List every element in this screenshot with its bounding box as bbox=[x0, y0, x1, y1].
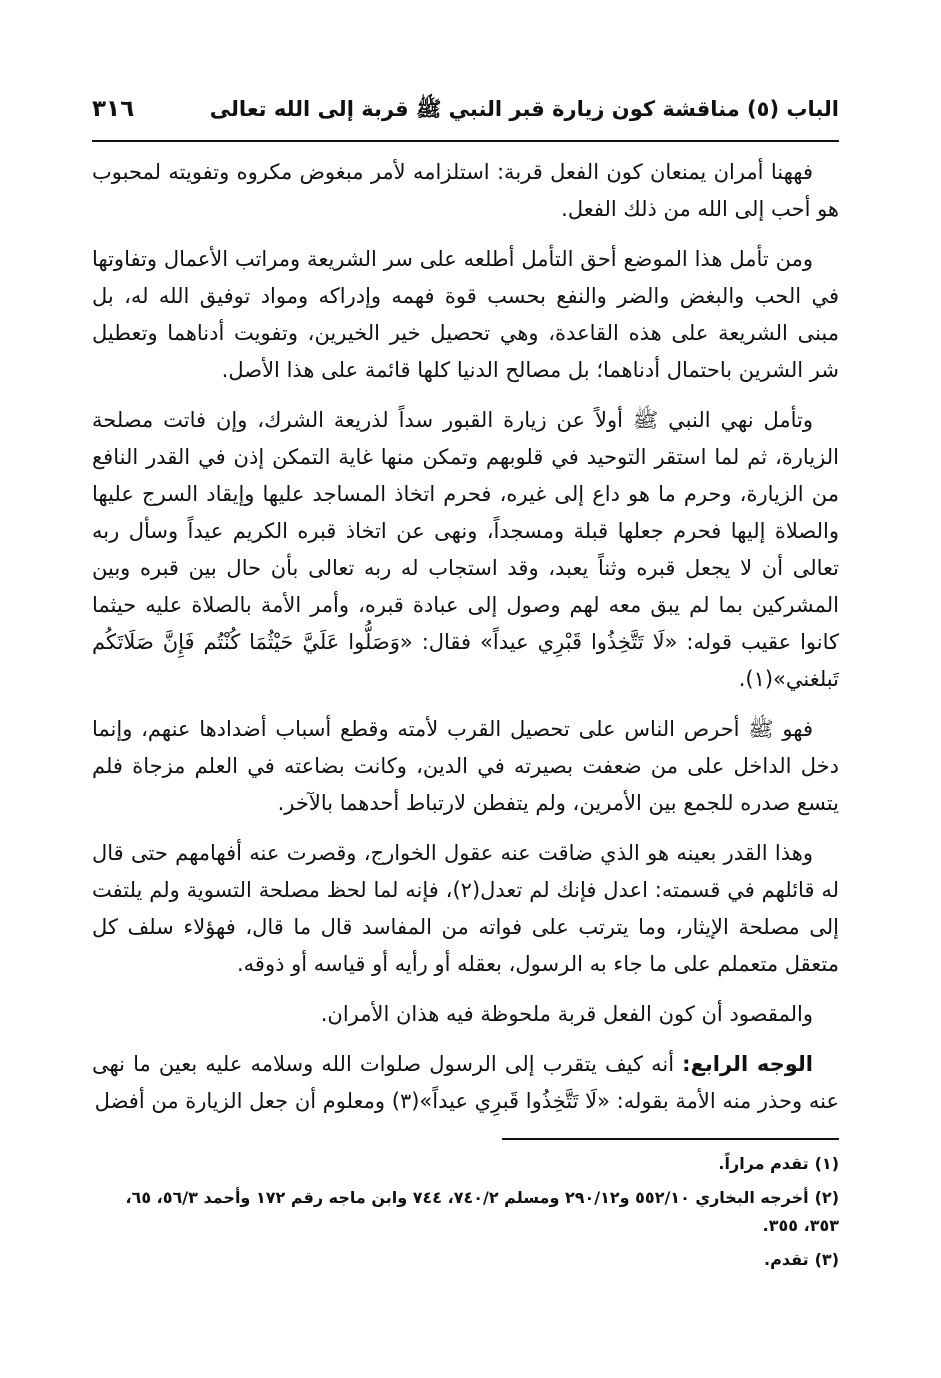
paragraph-text: أنه كيف يتقرب إلى الرسول صلوات الله وسلامه عليه بعين ما نهى عنه وحذر منه الأمة بقوله: «لَا تَتَّخِذُوا قَبرِي عيداً»(٣) ومعلوم أن جعل الزيارة من أفضل bbox=[92, 1052, 839, 1113]
paragraph-text: فهو ﷺ أحرص الناس على تحصيل القرب لأمته وقطع أسباب أضدادها عنهم، وإنما دخل الداخل على من ضعفت بصيرته في الدين، وكانت بضاعته في العلم مزجاة فلم يتسع صدره للجمع بين الأمرين، ولم يتفطن لارتباط أحدهما بالآخر. bbox=[92, 717, 839, 815]
footnote bbox=[92, 1246, 839, 1274]
footnote bbox=[92, 1184, 839, 1240]
paragraph-text: والمقصود أن كون الفعل قربة ملحوظة فيه هذان الأمران. bbox=[320, 1002, 813, 1026]
paragraph-text: وهذا القدر بعينه هو الذي ضاقت عنه عقول الخوارج، وقصرت عنه أفهامهم حتى قال له قائلهم في قسمته: اعدل فإنك لم تعدل(٢)، فإنه لما لحظ مصلحة التسوية ولم يلتفت إلى مصلحة الإيثار، وما يترتب على فواته من المفاسد قال ما قال، فهؤلاء سلف كل متعقل متعملم على ما جاء به الرسول، بعقله أو رأيه أو قياسه أو ذوقه. bbox=[92, 841, 839, 976]
footnote-number: (١) bbox=[814, 1154, 839, 1173]
paragraph-text: فههنا أمران يمنعان كون الفعل قربة: استلزامه لأمر مبغوض مكروه وتفويته لمحبوب هو أحب إلى الله من ذلك الفعل. bbox=[92, 160, 839, 221]
paragraph bbox=[92, 711, 839, 822]
header-rule bbox=[92, 140, 839, 142]
running-header bbox=[92, 92, 839, 136]
footnotes bbox=[92, 1150, 839, 1280]
page-number: ٣١٦ bbox=[92, 96, 135, 122]
paragraph bbox=[92, 154, 839, 228]
paragraph-text: ومن تأمل هذا الموضع أحق التأمل أطلعه على سر الشريعة ومراتب الأعمال وتفاوتها في الحب والبغض والضر والنفع بحسب قوة فهمه وإدراكه ومواد توفيق الله له، بل مبنى الشريعة على هذه القاعدة، وهي تحصيل خير الخيرين، وتفويت أدناهما وتعطيل شر الشرين باحتمال أدناهما؛ بل مصالح الدنيا كلها قائمة على هذا الأصل. bbox=[92, 247, 839, 382]
paragraph bbox=[92, 996, 839, 1033]
footnote bbox=[92, 1150, 839, 1178]
footnote-rule bbox=[502, 1138, 839, 1140]
footnote-text: تقدم مراراً. bbox=[718, 1154, 809, 1173]
paragraph-text: وتأمل نهي النبي ﷺ أولاً عن زيارة القبور سداً لذريعة الشرك، وإن فاتت مصلحة الزيارة، ثم لما استقر التوحيد في قلوبهم وتمكن منها غاية التمكن إذن في القدر النافع من الزيارة، وحرم ما هو داع إلى غيره، فحرم اتخاذ المساجد عليها وإيقاد السرج عليها والصلاة إليها فحرم جعلها قبلة ومسجداً، ونهى عن اتخاذ قبره الكريم عيداً وسأل ربه تعالى أن لا يجعل قبره وثناً يعبد، وقد استجاب له ربه تعالى بأن حال بين قبره وبين المشركين بما لم يبق معه لهم وصول إلى عبادة قبره، وأمر الأمة بالصلاة عليه حيثما كانوا عقيب قوله: «لَا تَتَّخِذُوا قَبْرِي عيداً» فقال: «وَصَلُّوا عَلَيَّ حَيْثُمَا كُنْتُم فَإِنَّ صَلَاتَكُم تَبلغني»(١). bbox=[92, 408, 839, 691]
paragraph bbox=[92, 1046, 839, 1120]
footnote-number: (٣) bbox=[814, 1250, 839, 1269]
paragraph-lead: الوجه الرابع: bbox=[682, 1052, 814, 1076]
footnote-text: أخرجه البخاري ٥٥٢/١٠ و٢٩٠/١٢ ومسلم ٧٤٠/٢، ٧٤٤ وابن ماجه رقم ١٧٢ وأحمد ٥٦/٣، ٦٥، ٣٥٣، ٣٥٥. bbox=[125, 1188, 839, 1235]
footnote-text: تقدم. bbox=[764, 1250, 809, 1269]
paragraph bbox=[92, 241, 839, 389]
footnote-number: (٢) bbox=[814, 1188, 839, 1207]
chapter-title: الباب (٥) مناقشة كون زيارة قبر النبي ﷺ قربة إلى الله تعالى bbox=[209, 97, 839, 121]
main-text bbox=[92, 154, 839, 1133]
paragraph bbox=[92, 835, 839, 983]
paragraph bbox=[92, 402, 839, 698]
